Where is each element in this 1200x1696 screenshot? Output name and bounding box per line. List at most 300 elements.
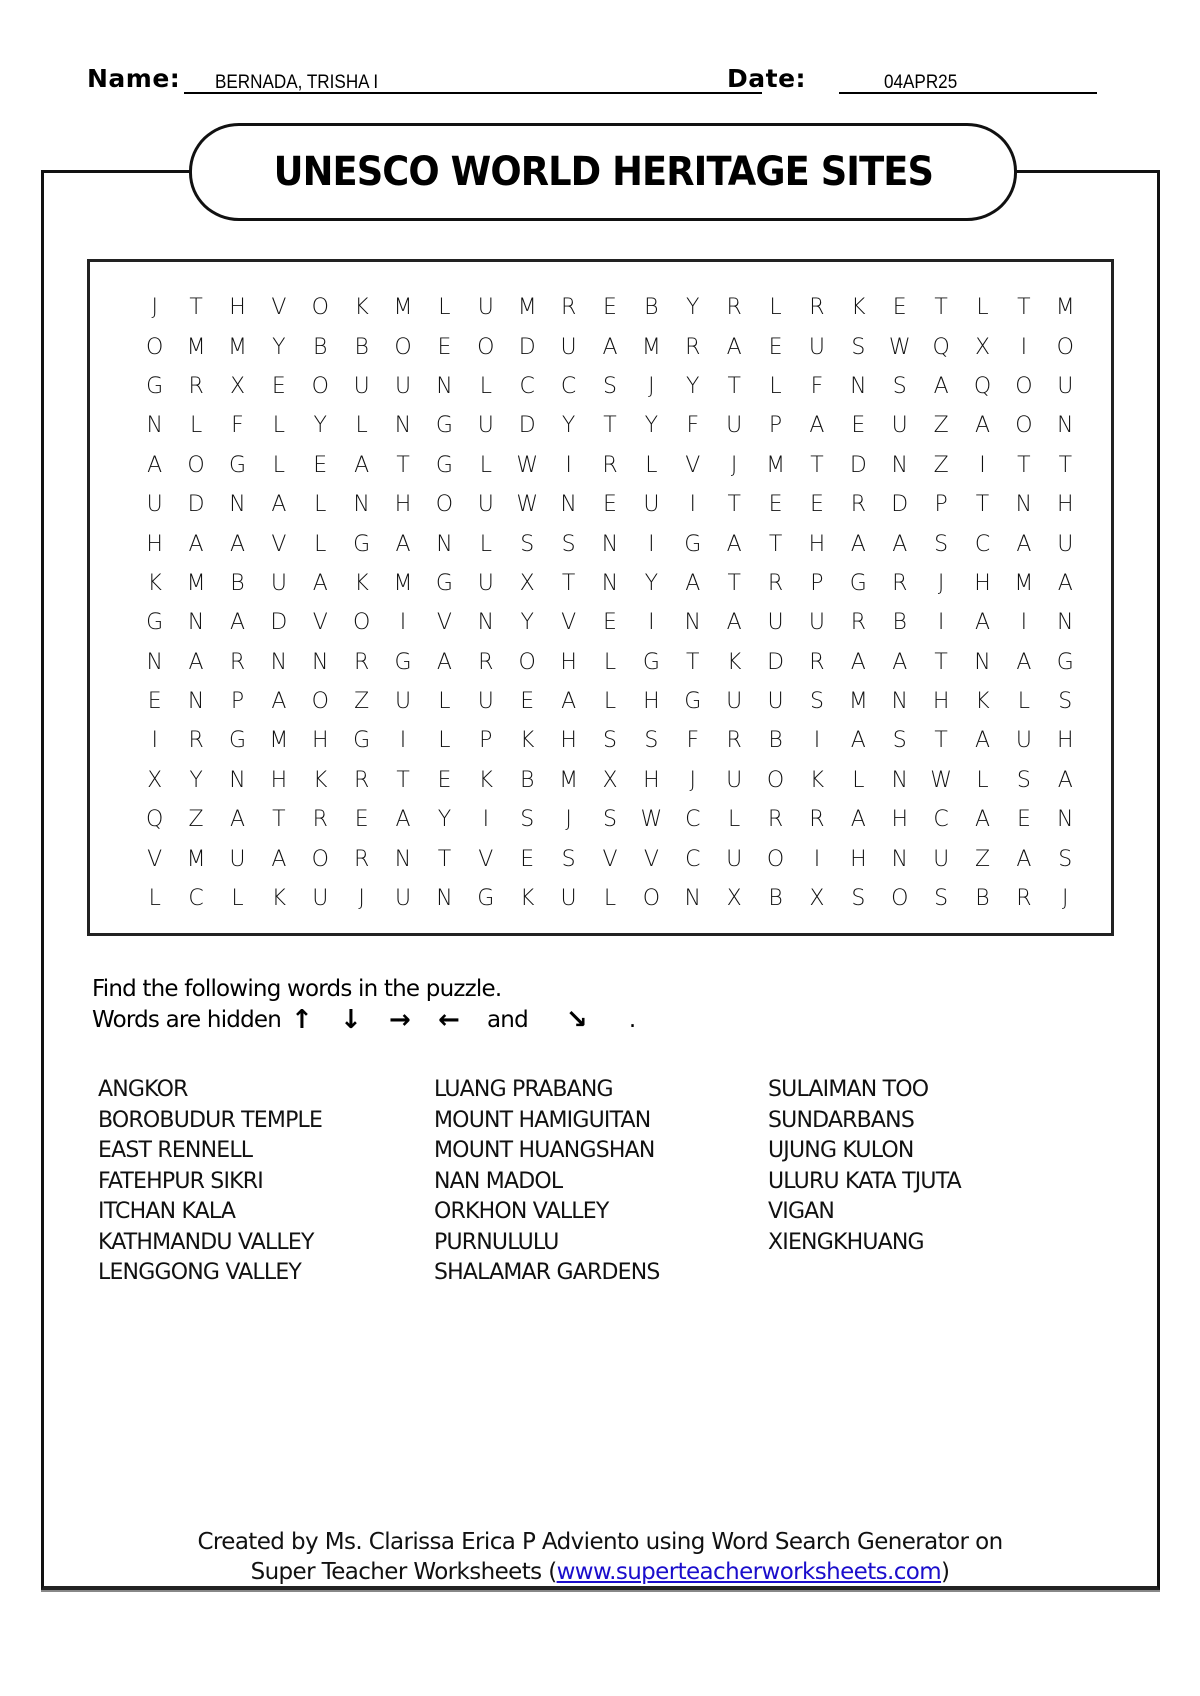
grid-cell[interactable]: A <box>436 649 452 675</box>
grid-cell[interactable]: Q <box>973 373 992 399</box>
grid-cell[interactable]: G <box>353 728 371 754</box>
grid-cell[interactable]: O <box>435 492 454 518</box>
grid-cell[interactable]: N <box>229 767 246 793</box>
grid-cell[interactable]: N <box>601 531 619 557</box>
grid-cell[interactable]: Y <box>561 413 576 439</box>
grid-cell[interactable]: A <box>974 610 991 636</box>
grid-cell[interactable]: W <box>930 767 952 793</box>
grid-cell[interactable]: F <box>686 413 700 439</box>
footer-link[interactable]: www.superteacherworksheets.com <box>556 1559 942 1585</box>
grid-cell[interactable]: Y <box>189 767 203 793</box>
grid-cell[interactable]: B <box>230 570 245 596</box>
grid-cell[interactable]: E <box>313 452 328 478</box>
grid-cell[interactable]: Y <box>437 807 452 833</box>
grid-cell[interactable]: O <box>394 334 412 360</box>
grid-cell[interactable]: U <box>726 767 743 793</box>
grid-cell[interactable]: L <box>769 373 782 399</box>
grid-cell[interactable]: N <box>270 649 288 675</box>
grid-cell[interactable]: I <box>937 610 945 636</box>
grid-cell[interactable]: N <box>436 373 453 399</box>
grid-cell[interactable]: A <box>685 570 701 596</box>
grid-cell[interactable]: L <box>603 689 617 715</box>
grid-cell[interactable]: E <box>603 610 617 636</box>
grid-cell[interactable]: S <box>561 531 576 557</box>
grid-cell[interactable]: L <box>645 452 658 478</box>
grid-cell[interactable]: A <box>271 689 287 715</box>
grid-cell[interactable]: A <box>188 531 204 557</box>
grid-cell[interactable]: E <box>851 413 866 439</box>
grid-cell[interactable]: A <box>561 689 577 715</box>
date-field[interactable]: 04APR25 <box>884 72 958 93</box>
grid-cell[interactable]: B <box>644 295 659 321</box>
grid-cell[interactable]: I <box>813 728 821 754</box>
grid-cell[interactable]: M <box>1014 570 1034 596</box>
grid-cell[interactable]: I <box>648 610 655 636</box>
grid-cell[interactable]: P <box>230 689 245 715</box>
grid-cell[interactable]: L <box>272 413 285 439</box>
grid-cell[interactable]: A <box>850 807 866 833</box>
grid-cell[interactable]: R <box>809 807 825 833</box>
grid-cell[interactable]: V <box>602 846 618 872</box>
grid-cell[interactable]: A <box>395 531 411 557</box>
grid-cell[interactable]: X <box>519 570 535 596</box>
grid-cell[interactable]: N <box>146 413 163 439</box>
grid-cell[interactable]: K <box>809 767 825 793</box>
grid-cell[interactable]: H <box>643 689 660 715</box>
grid-cell[interactable]: J <box>565 807 572 833</box>
grid-cell[interactable]: Y <box>644 570 659 596</box>
grid-cell[interactable]: M <box>559 767 579 793</box>
grid-cell[interactable]: L <box>976 767 989 793</box>
grid-cell[interactable]: U <box>767 610 784 636</box>
grid-cell[interactable]: A <box>809 413 825 439</box>
grid-cell[interactable]: E <box>354 807 369 833</box>
grid-cell[interactable]: G <box>435 452 453 478</box>
grid-cell[interactable]: N <box>312 649 329 675</box>
grid-cell[interactable]: L <box>976 295 989 321</box>
grid-cell[interactable]: U <box>767 689 784 715</box>
grid-cell[interactable]: C <box>685 846 701 872</box>
grid-cell[interactable]: K <box>726 649 742 675</box>
grid-cell[interactable]: O <box>477 334 495 360</box>
name-field[interactable]: BERNADA, TRISHA I <box>215 72 379 93</box>
grid-cell[interactable]: I <box>151 728 158 754</box>
grid-cell[interactable]: N <box>187 610 205 636</box>
grid-cell[interactable]: U <box>1057 531 1074 557</box>
grid-cell[interactable]: N <box>891 846 908 872</box>
grid-cell[interactable]: P <box>810 570 824 596</box>
grid-cell[interactable]: U <box>891 413 908 439</box>
grid-cell[interactable]: J <box>151 295 158 321</box>
grid-cell[interactable]: N <box>477 610 495 636</box>
grid-cell[interactable]: D <box>767 649 785 675</box>
grid-cell[interactable]: E <box>1016 807 1031 833</box>
grid-cell[interactable]: S <box>1058 846 1073 872</box>
grid-cell[interactable]: N <box>353 492 370 518</box>
grid-cell[interactable]: N <box>1057 807 1074 833</box>
grid-cell[interactable]: Y <box>313 413 327 439</box>
grid-cell[interactable]: T <box>396 452 410 478</box>
grid-cell[interactable]: O <box>352 610 371 636</box>
grid-cell[interactable]: T <box>272 807 286 833</box>
grid-cell[interactable]: M <box>269 728 289 754</box>
grid-cell[interactable]: J <box>689 767 697 793</box>
grid-cell[interactable]: A <box>1016 531 1032 557</box>
grid-cell[interactable]: L <box>728 807 741 833</box>
grid-cell[interactable]: U <box>933 846 950 872</box>
grid-cell[interactable]: O <box>766 846 785 872</box>
grid-cell[interactable]: V <box>561 610 577 636</box>
grid-cell[interactable]: I <box>813 846 821 872</box>
grid-cell[interactable]: N <box>229 492 246 518</box>
grid-cell[interactable]: S <box>1058 689 1073 715</box>
grid-cell[interactable]: L <box>479 452 492 478</box>
grid-cell[interactable]: H <box>850 846 867 872</box>
grid-cell[interactable]: T <box>727 373 741 399</box>
grid-cell[interactable]: R <box>1016 886 1032 912</box>
grid-cell[interactable]: N <box>1015 492 1033 518</box>
grid-cell[interactable]: N <box>436 886 453 912</box>
grid-cell[interactable]: G <box>435 413 453 439</box>
grid-cell[interactable]: T <box>727 492 741 518</box>
grid-cell[interactable]: E <box>520 846 535 872</box>
grid-cell[interactable]: X <box>809 886 825 912</box>
grid-cell[interactable]: S <box>561 846 576 872</box>
grid-cell[interactable]: V <box>147 846 163 872</box>
grid-cell[interactable]: A <box>892 649 908 675</box>
grid-cell[interactable]: A <box>933 373 949 399</box>
grid-cell[interactable]: V <box>271 295 287 321</box>
grid-cell[interactable]: V <box>643 846 659 872</box>
grid-cell[interactable]: K <box>271 886 287 912</box>
grid-cell[interactable]: R <box>767 570 784 596</box>
grid-cell[interactable]: R <box>726 728 742 754</box>
grid-cell[interactable]: O <box>311 295 329 321</box>
grid-cell[interactable]: Z <box>188 807 204 833</box>
grid-cell[interactable]: L <box>479 373 492 399</box>
grid-cell[interactable]: U <box>1057 373 1074 399</box>
grid-cell[interactable]: A <box>974 413 991 439</box>
grid-cell[interactable]: H <box>560 649 577 675</box>
grid-cell[interactable]: H <box>932 689 950 715</box>
grid-cell[interactable]: V <box>685 452 701 478</box>
grid-cell[interactable]: O <box>311 846 329 872</box>
grid-cell[interactable]: A <box>850 531 866 557</box>
grid-cell[interactable]: G <box>146 610 164 636</box>
grid-cell[interactable]: U <box>146 492 163 518</box>
grid-cell[interactable]: K <box>851 295 866 321</box>
grid-cell[interactable]: G <box>477 886 495 912</box>
grid-cell[interactable]: S <box>934 531 949 557</box>
grid-cell[interactable]: U <box>477 689 494 715</box>
grid-cell[interactable]: M <box>186 846 206 872</box>
grid-cell[interactable]: M <box>227 334 247 360</box>
grid-cell[interactable]: G <box>394 649 412 675</box>
grid-cell[interactable]: Y <box>686 295 700 321</box>
grid-cell[interactable]: M <box>848 689 868 715</box>
grid-cell[interactable]: X <box>602 767 618 793</box>
grid-cell[interactable]: A <box>1016 846 1032 872</box>
grid-cell[interactable]: R <box>892 570 908 596</box>
grid-cell[interactable]: A <box>726 531 742 557</box>
grid-cell[interactable]: J <box>358 886 365 912</box>
grid-cell[interactable]: T <box>975 492 990 518</box>
grid-cell[interactable]: R <box>685 334 701 360</box>
grid-cell[interactable]: T <box>1058 452 1073 478</box>
grid-cell[interactable]: P <box>768 413 783 439</box>
grid-cell[interactable]: S <box>520 531 535 557</box>
grid-cell[interactable]: V <box>436 610 452 636</box>
grid-cell[interactable]: H <box>270 767 288 793</box>
grid-cell[interactable]: U <box>1015 728 1032 754</box>
grid-cell[interactable]: L <box>272 452 285 478</box>
grid-cell[interactable]: H <box>891 807 908 833</box>
grid-cell[interactable]: W <box>516 492 539 518</box>
grid-cell[interactable]: T <box>768 531 783 557</box>
grid-cell[interactable]: E <box>603 295 617 321</box>
grid-cell[interactable]: B <box>768 728 783 754</box>
grid-cell[interactable]: I <box>689 492 697 518</box>
grid-cell[interactable]: R <box>188 373 204 399</box>
grid-cell[interactable]: U <box>726 689 743 715</box>
grid-cell[interactable]: N <box>146 649 163 675</box>
grid-cell[interactable]: G <box>684 689 702 715</box>
grid-cell[interactable]: C <box>188 886 204 912</box>
grid-cell[interactable]: A <box>726 334 742 360</box>
grid-cell[interactable]: L <box>438 689 451 715</box>
grid-cell[interactable]: M <box>641 334 661 360</box>
grid-cell[interactable]: K <box>354 570 369 596</box>
grid-cell[interactable]: A <box>354 452 370 478</box>
grid-cell[interactable]: E <box>520 689 535 715</box>
grid-cell[interactable]: N <box>187 689 205 715</box>
grid-cell[interactable]: O <box>1056 334 1074 360</box>
grid-cell[interactable]: R <box>602 452 618 478</box>
grid-cell[interactable]: O <box>187 452 205 478</box>
grid-cell[interactable]: H <box>229 295 246 321</box>
grid-cell[interactable]: N <box>891 767 908 793</box>
grid-cell[interactable]: I <box>482 807 490 833</box>
grid-cell[interactable]: W <box>640 807 663 833</box>
grid-cell[interactable]: O <box>311 373 329 399</box>
grid-cell[interactable]: J <box>937 570 945 596</box>
grid-cell[interactable]: L <box>769 295 782 321</box>
grid-cell[interactable]: N <box>394 413 412 439</box>
grid-cell[interactable]: K <box>354 295 369 321</box>
grid-cell[interactable]: R <box>478 649 494 675</box>
grid-cell[interactable]: X <box>147 767 163 793</box>
grid-cell[interactable]: A <box>850 728 866 754</box>
grid-cell[interactable]: R <box>850 492 866 518</box>
grid-cell[interactable]: D <box>270 610 288 636</box>
grid-cell[interactable]: K <box>478 767 494 793</box>
grid-cell[interactable]: H <box>1057 728 1074 754</box>
grid-cell[interactable]: T <box>934 295 948 321</box>
grid-cell[interactable]: U <box>808 334 825 360</box>
grid-cell[interactable]: R <box>560 295 577 321</box>
grid-cell[interactable]: N <box>891 452 908 478</box>
grid-cell[interactable]: U <box>394 373 412 399</box>
grid-cell[interactable]: L <box>1017 689 1031 715</box>
grid-cell[interactable]: O <box>891 886 909 912</box>
grid-cell[interactable]: N <box>891 689 908 715</box>
grid-cell[interactable]: S <box>520 807 535 833</box>
grid-cell[interactable]: B <box>313 334 328 360</box>
grid-cell[interactable]: I <box>399 728 407 754</box>
grid-cell[interactable]: S <box>809 689 824 715</box>
grid-cell[interactable]: F <box>810 373 824 399</box>
grid-cell[interactable]: C <box>519 373 535 399</box>
grid-cell[interactable]: O <box>518 649 536 675</box>
grid-cell[interactable]: E <box>437 767 452 793</box>
grid-cell[interactable]: T <box>603 413 617 439</box>
grid-cell[interactable]: S <box>892 373 907 399</box>
grid-cell[interactable]: L <box>852 767 865 793</box>
grid-cell[interactable]: E <box>892 295 907 321</box>
grid-cell[interactable]: U <box>560 334 577 360</box>
grid-cell[interactable]: N <box>1057 413 1074 439</box>
grid-cell[interactable]: K <box>975 689 990 715</box>
grid-cell[interactable]: S <box>851 886 866 912</box>
grid-cell[interactable]: S <box>1016 767 1031 793</box>
grid-cell[interactable]: K <box>519 886 535 912</box>
grid-cell[interactable]: L <box>438 728 451 754</box>
grid-cell[interactable]: A <box>312 570 328 596</box>
grid-cell[interactable]: J <box>648 373 655 399</box>
grid-cell[interactable]: M <box>186 570 206 596</box>
grid-cell[interactable]: H <box>146 531 163 557</box>
grid-cell[interactable]: I <box>1020 610 1028 636</box>
grid-cell[interactable]: A <box>974 807 991 833</box>
grid-cell[interactable]: O <box>146 334 164 360</box>
grid-cell[interactable]: R <box>188 728 204 754</box>
grid-cell[interactable]: A <box>974 728 991 754</box>
grid-cell[interactable]: G <box>1056 649 1074 675</box>
grid-cell[interactable]: G <box>353 531 371 557</box>
grid-cell[interactable]: M <box>393 570 413 596</box>
grid-cell[interactable]: A <box>229 807 245 833</box>
grid-cell[interactable]: P <box>479 728 493 754</box>
grid-cell[interactable]: V <box>312 610 328 636</box>
grid-cell[interactable]: L <box>231 886 244 912</box>
grid-cell[interactable]: O <box>642 886 661 912</box>
grid-cell[interactable]: U <box>312 886 329 912</box>
grid-cell[interactable]: L <box>603 886 617 912</box>
grid-cell[interactable]: G <box>684 531 702 557</box>
grid-cell[interactable]: N <box>850 373 867 399</box>
grid-cell[interactable]: E <box>271 373 286 399</box>
grid-cell[interactable]: T <box>437 846 452 872</box>
grid-cell[interactable]: S <box>851 334 866 360</box>
grid-cell[interactable]: A <box>147 452 163 478</box>
grid-cell[interactable]: B <box>354 334 369 360</box>
grid-cell[interactable]: L <box>479 531 492 557</box>
grid-cell[interactable]: N <box>974 649 991 675</box>
grid-cell[interactable]: Y <box>520 610 534 636</box>
grid-cell[interactable]: C <box>974 531 991 557</box>
grid-cell[interactable]: R <box>354 846 370 872</box>
grid-cell[interactable]: N <box>684 886 701 912</box>
grid-cell[interactable]: A <box>1057 767 1073 793</box>
grid-cell[interactable]: D <box>187 492 205 518</box>
grid-cell[interactable]: A <box>229 531 245 557</box>
grid-cell[interactable]: W <box>516 452 539 478</box>
grid-cell[interactable]: M <box>1055 295 1075 321</box>
grid-cell[interactable]: F <box>686 728 700 754</box>
grid-cell[interactable]: O <box>766 767 785 793</box>
grid-cell[interactable]: S <box>644 728 659 754</box>
grid-cell[interactable]: S <box>603 807 617 833</box>
grid-cell[interactable]: M <box>393 295 413 321</box>
grid-cell[interactable]: E <box>147 689 162 715</box>
grid-cell[interactable]: J <box>730 452 738 478</box>
grid-cell[interactable]: K <box>313 767 328 793</box>
grid-cell[interactable]: A <box>271 492 287 518</box>
grid-cell[interactable]: E <box>437 334 452 360</box>
grid-cell[interactable]: A <box>726 610 742 636</box>
grid-cell[interactable]: I <box>565 452 572 478</box>
grid-cell[interactable]: Q <box>932 334 950 360</box>
grid-cell[interactable]: U <box>229 846 246 872</box>
grid-cell[interactable]: Z <box>933 413 949 439</box>
grid-cell[interactable]: X <box>726 886 742 912</box>
grid-cell[interactable]: E <box>768 492 783 518</box>
grid-cell[interactable]: B <box>768 886 783 912</box>
grid-cell[interactable]: H <box>643 767 660 793</box>
grid-cell[interactable]: U <box>726 846 743 872</box>
grid-cell[interactable]: W <box>888 334 911 360</box>
grid-cell[interactable]: M <box>517 295 537 321</box>
grid-cell[interactable]: D <box>518 334 536 360</box>
grid-cell[interactable]: T <box>1017 452 1031 478</box>
grid-cell[interactable]: S <box>603 728 617 754</box>
grid-cell[interactable]: G <box>435 570 453 596</box>
grid-cell[interactable]: A <box>850 649 866 675</box>
grid-cell[interactable]: O <box>311 689 329 715</box>
grid-cell[interactable]: U <box>394 886 412 912</box>
grid-cell[interactable]: L <box>314 492 327 518</box>
grid-cell[interactable]: R <box>312 807 328 833</box>
grid-cell[interactable]: H <box>394 492 412 518</box>
grid-cell[interactable]: O <box>1015 413 1033 439</box>
grid-cell[interactable]: L <box>438 295 451 321</box>
grid-cell[interactable]: U <box>270 570 287 596</box>
grid-cell[interactable]: U <box>353 373 370 399</box>
grid-cell[interactable]: H <box>311 728 329 754</box>
grid-cell[interactable]: I <box>648 531 655 557</box>
grid-cell[interactable]: N <box>560 492 577 518</box>
grid-cell[interactable]: A <box>395 807 411 833</box>
grid-cell[interactable]: A <box>229 610 245 636</box>
grid-cell[interactable]: U <box>477 295 494 321</box>
grid-cell[interactable]: Y <box>272 334 286 360</box>
grid-cell[interactable]: C <box>933 807 949 833</box>
grid-cell[interactable]: B <box>520 767 535 793</box>
grid-cell[interactable]: B <box>892 610 907 636</box>
grid-cell[interactable]: H <box>560 728 577 754</box>
grid-cell[interactable]: G <box>849 570 867 596</box>
grid-cell[interactable]: E <box>809 492 824 518</box>
grid-cell[interactable]: K <box>147 570 162 596</box>
grid-cell[interactable]: H <box>808 531 826 557</box>
grid-cell[interactable]: U <box>643 492 660 518</box>
grid-cell[interactable]: C <box>685 807 701 833</box>
grid-cell[interactable]: F <box>231 413 244 439</box>
grid-cell[interactable]: V <box>271 531 287 557</box>
grid-cell[interactable]: A <box>271 846 287 872</box>
grid-cell[interactable]: A <box>188 649 204 675</box>
grid-cell[interactable]: R <box>354 649 370 675</box>
